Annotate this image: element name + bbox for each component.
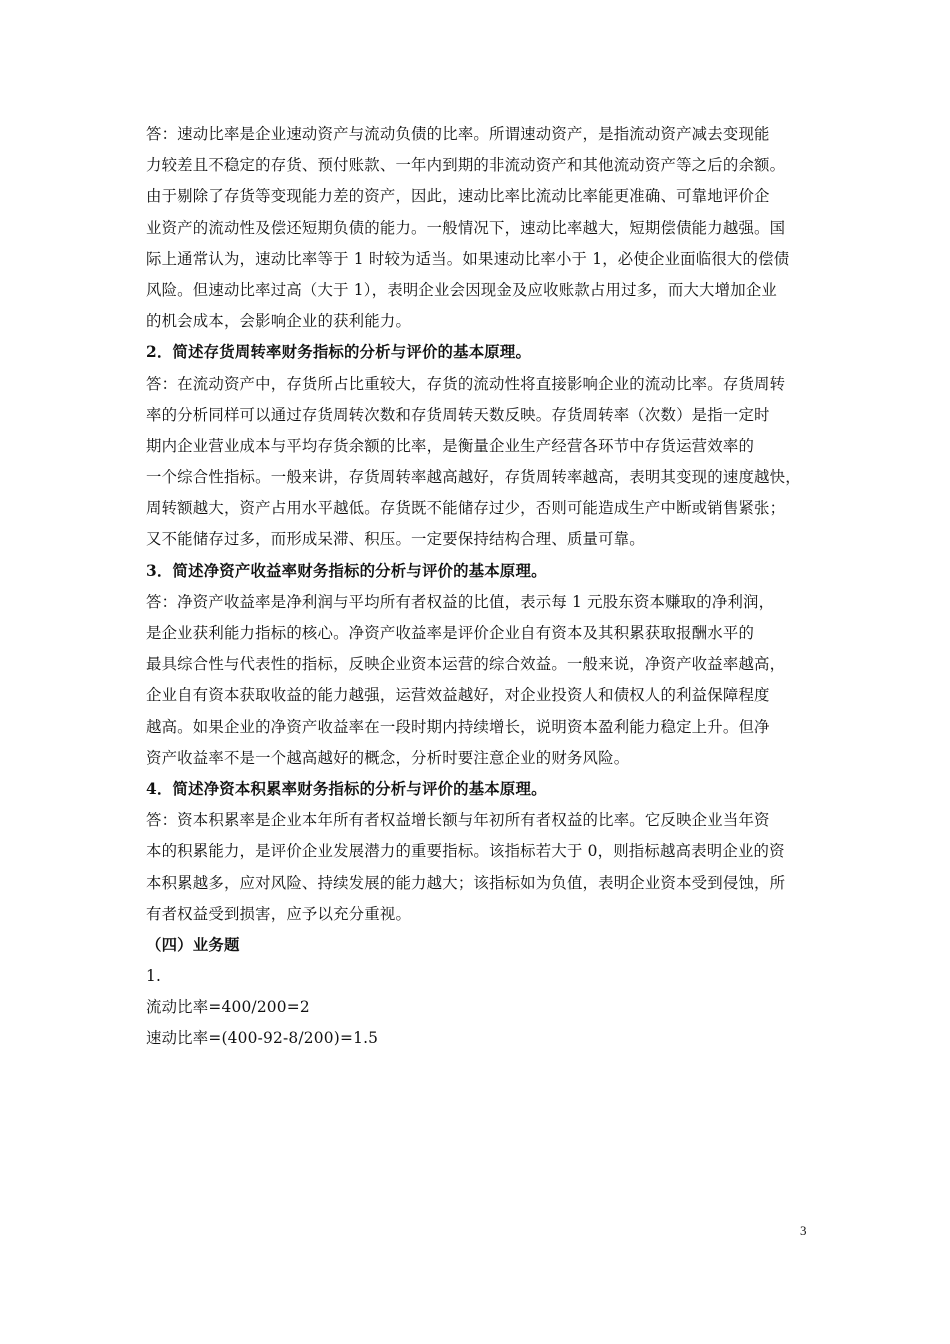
paragraph-line: 答：在流动资产中，存货所占比重较大，存货的流动性将直接影响企业的流动比率。存货周转 — [146, 374, 786, 393]
paragraph-line: 周转额越大，资产占用水平越低。存货既不能储存过少，否则可能造成生产中断或销售紧张； — [146, 499, 786, 518]
paragraph-line: 企业自有资本获取收益的能力越强，运营效益越好，对企业投资人和债权人的利益保障程度 — [146, 686, 770, 705]
paragraph-line: 际上通常认为，速动比率等于 1 时较为适当。如果速动比率小于 1，必使企业面临很大的偿债 — [146, 249, 790, 268]
paragraph-line: 一个综合性指标。一般来讲，存货周转率越高越好，存货周转率越高，表明其变现的速度越快， — [146, 468, 801, 487]
paragraph-line: 是企业获利能力指标的核心。净资产收益率是评价企业自有资本及其积累获取报酬水平的 — [146, 624, 755, 642]
formula-line: 流动比率=400/200=2 — [146, 998, 310, 1017]
section-heading: 2．简述存货周转率财务指标的分析与评价的基本原理。 — [146, 343, 532, 362]
paragraph-line: 本的积累能力，是评价企业发展潜力的重要指标。该指标若大于 0，则指标越高表明企业的资 — [146, 842, 785, 861]
paragraph-line: 期内企业营业成本与平均存货余额的比率，是衡量企业生产经营各环节中存货运营效率的 — [146, 436, 755, 455]
document-body — [146, 119, 814, 1055]
paragraph-line: 答：资本积累率是企业本年所有者权益增长额与年初所有者权益的比率。它反映企业当年资 — [146, 811, 770, 830]
paragraph-line: 答：净资产收益率是净利润与平均所有者权益的比值，表示每 1 元股东资本赚取的净利润， — [146, 592, 775, 611]
paragraph-line: 1. — [146, 967, 162, 986]
paragraph-line: 资产收益率不是一个越高越好的概念，分析时要注意企业的财务风险。 — [146, 748, 630, 767]
section-heading: 4．简述净资本积累率财务指标的分析与评价的基本原理。 — [146, 779, 547, 798]
paragraph-line: 风险。但速动比率过高（大于 1），表明企业会因现金及应收账款占用过多，而大大增加企业 — [146, 280, 778, 299]
formula-line: 速动比率=(400-92-8/200)=1.5 — [146, 1029, 379, 1048]
paragraph-line: 力较差且不稳定的存货、预付账款、一年内到期的非流动资产和其他流动资产等之后的余额。 — [146, 156, 786, 175]
paragraph-line: 本积累越多，应对风险、持续发展的能力越大；该指标如为负值，表明企业资本受到侵蚀，所 — [146, 873, 786, 892]
paragraph-line: 由于剔除了存货等变现能力差的资产，因此，速动比率比流动比率能更准确、可靠地评价企 — [146, 187, 770, 206]
paragraph-line: 答：速动比率是企业速动资产与流动负债的比率。所谓速动资产，是指流动资产减去变现能 — [146, 125, 770, 143]
page-number: 3 — [800, 1223, 807, 1238]
paragraph-line: 又不能储存过多，而形成呆滞、积压。一定要保持结构合理、质量可靠。 — [146, 530, 645, 549]
section-heading: 3．简述净资产收益率财务指标的分析与评价的基本原理。 — [146, 561, 547, 580]
paragraph-line: 有者权益受到损害，应予以充分重视。 — [146, 904, 412, 923]
paragraph-line: 最具综合性与代表性的指标，反映企业资本运营的综合效益。一般来说，净资产收益率越高， — [146, 655, 786, 674]
paragraph-line: 的机会成本，会影响企业的获利能力。 — [146, 312, 412, 331]
paragraph-line: 率的分析同样可以通过存货周转次数和存货周转天数反映。存货周转率（次数）是指一定时 — [146, 405, 770, 424]
paragraph-line: 业资产的流动性及偿还短期负债的能力。一般情况下，速动比率越大，短期偿债能力越强。国 — [146, 218, 786, 237]
section-heading: （四）业务题 — [146, 935, 240, 954]
paragraph-line: 越高。如果企业的净资产收益率在一段时期内持续增长，说明资本盈利能力稳定上升。但净 — [146, 717, 770, 736]
